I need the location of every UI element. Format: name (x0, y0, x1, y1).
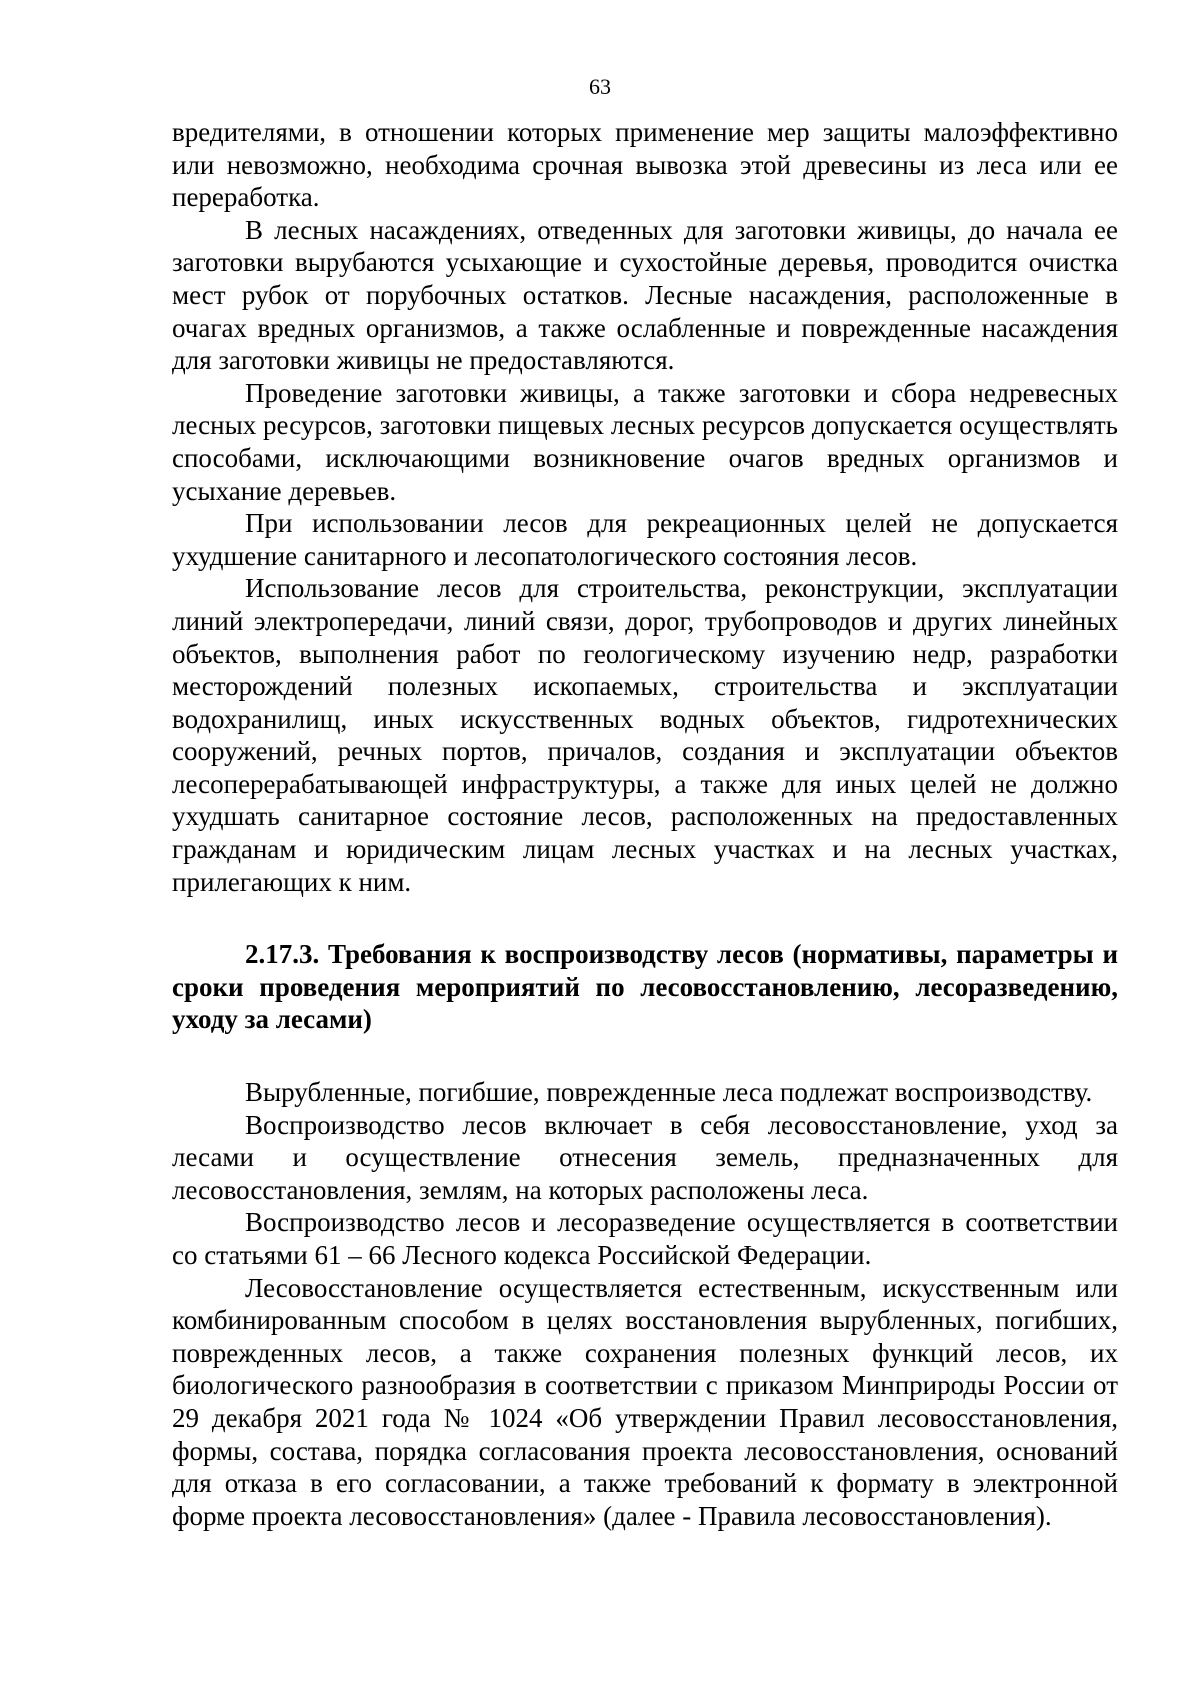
paragraph-forest-code: Воспроизводство лесов и лесоразведение осуществляется в соответствии со статьями 61 – 66 Лесного кодекса Российской Федерации. (172, 1207, 1118, 1270)
paragraph-continuation: вредителями, в отношении которых применение мер защиты малоэффективно или невозможно, необходима срочная вывозка этой древесины из леса или ее переработка. (172, 117, 1118, 213)
paragraph-reforestation-methods: Лесовосстановление осуществляется естественным, искусственным или комбинированным способом в целях восстановления вырубленных, погибших, поврежденных лесов, а также сохранения полезных функций лесов, их биологического разнообразия в соответствии с приказом Минприроды России от 29 декабря 2021 года № 1024 «Об утверждении Правил лесовосстановления, формы, состава, порядка согласования проекта лесовосстановления, оснований для отказа в его согласовании, а также требований к формату в электронной форме проекта лесовосстановления» (далее - Правила лесовосстановления). (172, 1272, 1118, 1531)
paragraph-reproduction-subject: Вырубленные, погибшие, поврежденные леса подлежат воспроизводству. (245, 1077, 1093, 1108)
section-heading: 2.17.3. Требования к воспроизводству лесов (нормативы, параметры и сроки проведения мероприятий по лесовосстановлению, лесоразведению, уходу за лесами) (172, 939, 1118, 1035)
document-body (172, 116, 1118, 1532)
paragraph-non-timber-resources: Проведение заготовки живицы, а также заготовки и сбора недревесных лесных ресурсов, заготовки пищевых лесных ресурсов допускается осуществлять способами, исключающими возникновение очагов вредных организмов и усыхание деревьев. (172, 377, 1118, 506)
paragraph-recreation: При использовании лесов для рекреационных целей не допускается ухудшение санитарного и лесопатологического состояния лесов. (172, 508, 1118, 571)
paragraph-resin-harvest: В лесных насаждениях, отведенных для заготовки живицы, до начала ее заготовки вырубаются усыхающие и сухостойные деревья, проводится очистка мест рубок от порубочных остатков. Лесные насаждения, расположенные в очагах вредных организмов, а также ослабленные и поврежденные насаждения для заготовки живицы не предоставляются. (172, 214, 1118, 376)
paragraph-reproduction-includes: Воспроизводство лесов включает в себя лесовосстановление, уход за лесами и осуществление отнесения земель, предназначенных для лесовосстановления, землям, на которых расположены леса. (172, 1109, 1118, 1205)
paragraph-construction-use: Использование лесов для строительства, реконструкции, эксплуатации линий электропередачи, линий связи, дорог, трубопроводов и других линейных объектов, выполнения работ по геологическому изучению недр, разработки месторождений полезных ископаемых, строительства и эксплуатации водохранилищ, иных искусственных водных объектов, гидротехнических сооружений, речных портов, причалов, создания и эксплуатации объектов лесоперерабатывающей инфраструктуры, а также для иных целей не должно ухудшать санитарное состояние лесов, расположенных на предоставленных гражданам и юридическим лицам лесных участках и на лесных участках, прилегающих к ним. (172, 573, 1118, 897)
page-number: 63 (589, 74, 611, 99)
